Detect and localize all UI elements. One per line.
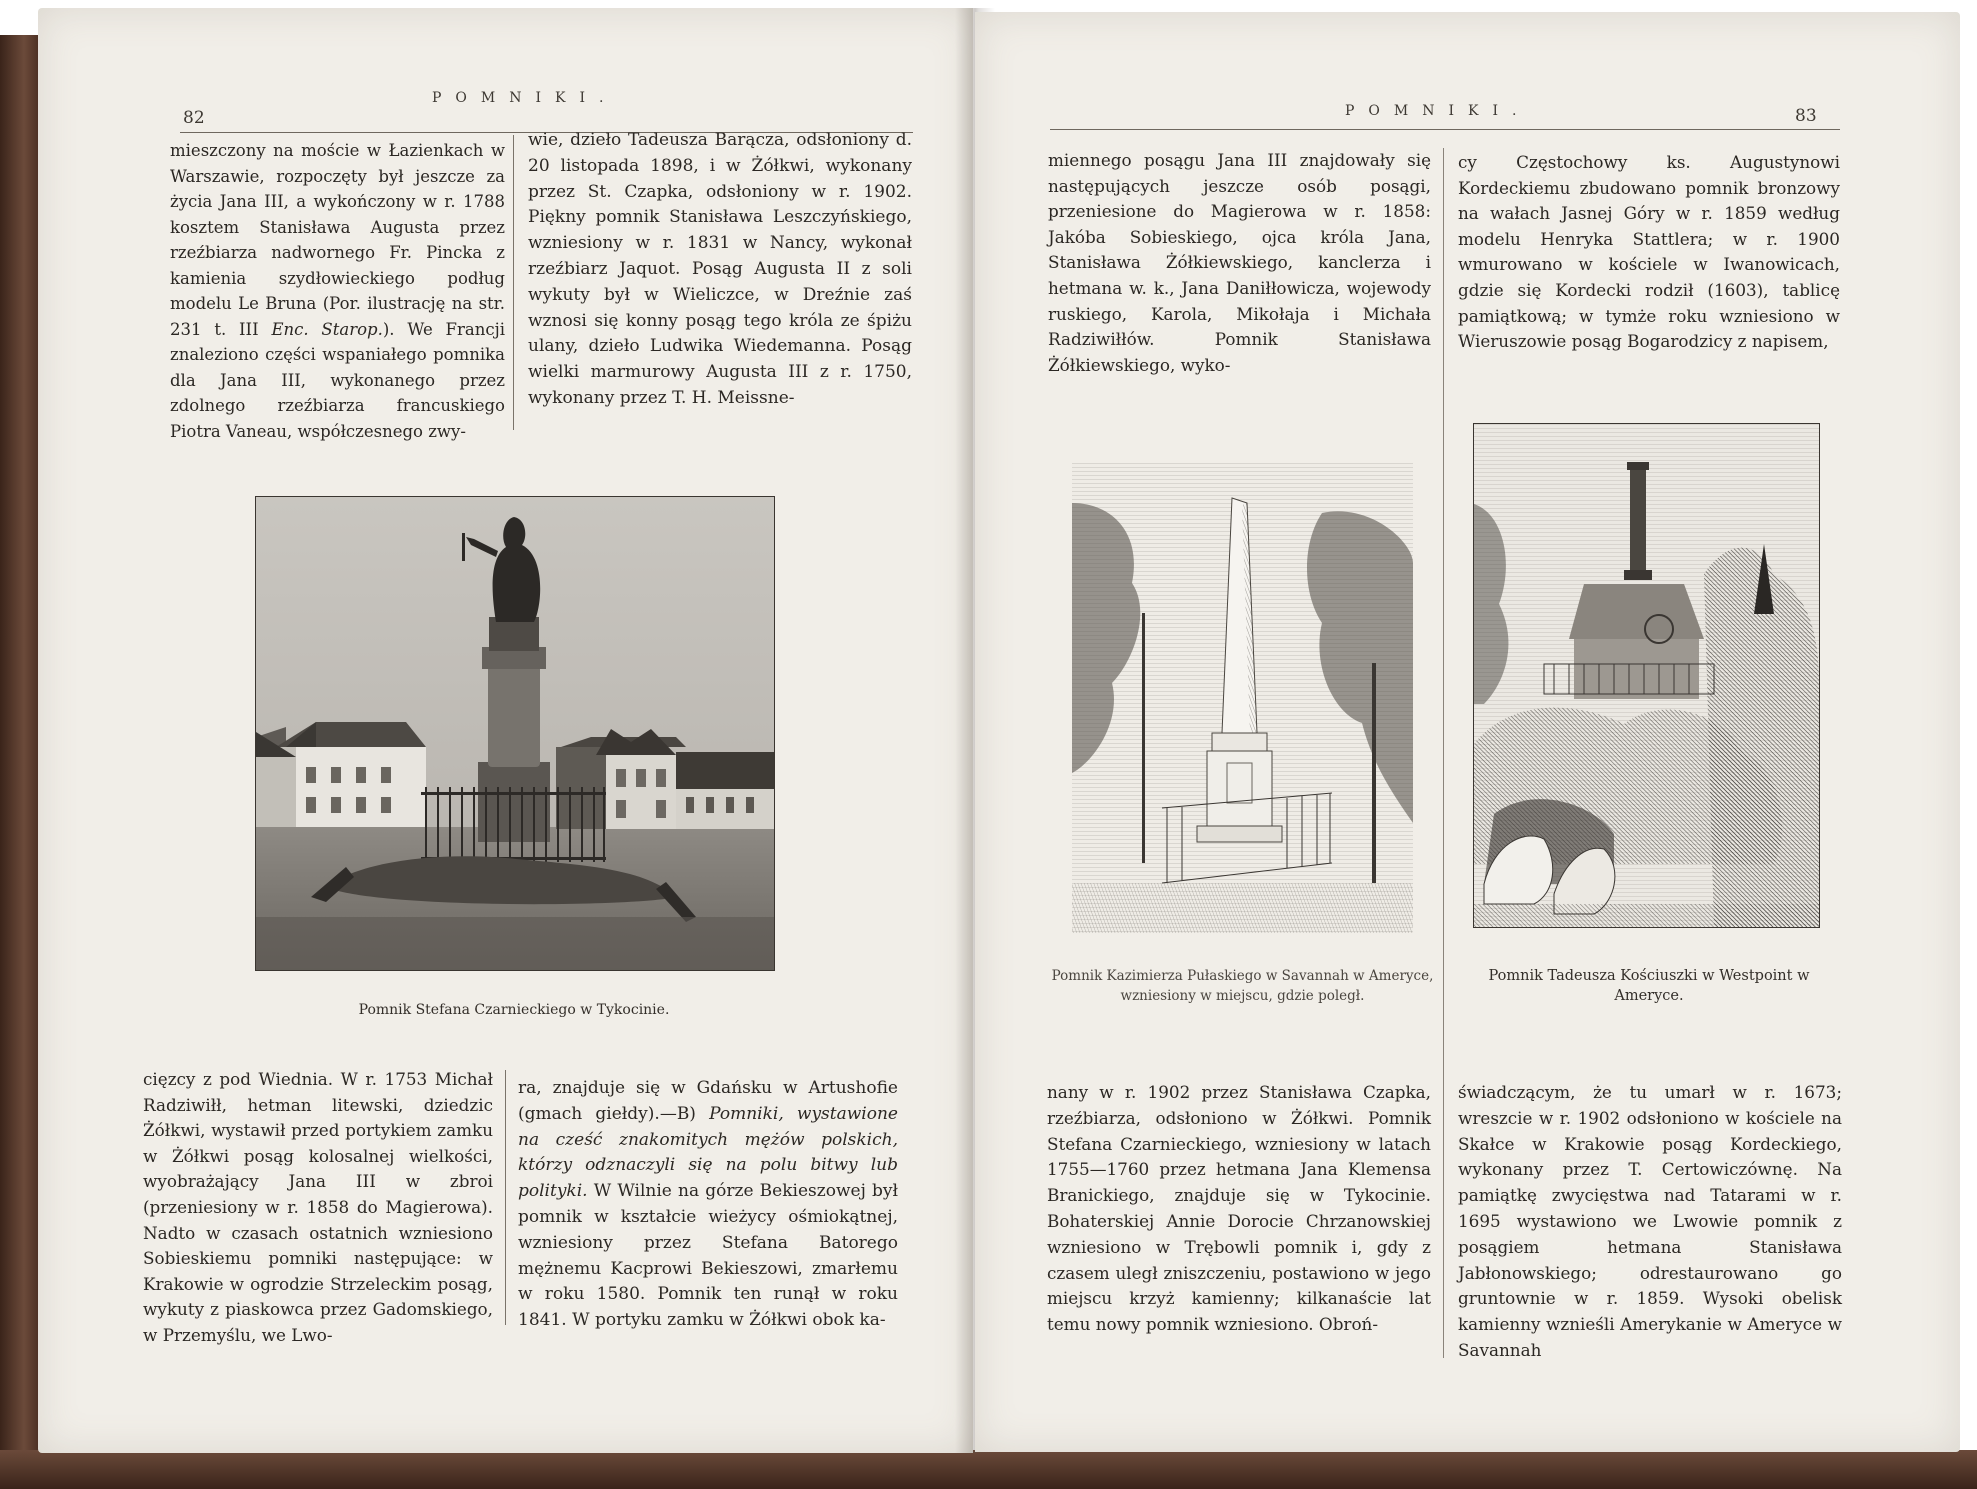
left-top-col1-text: mieszczony na moście w Łazienkach w Warszawie, rozpoczęty był jeszcze za życia Jana III, a wykończony w r. 1788 kosztem Stanisława Augusta przez rzeźbiarza nadwornego Fr. Pincka z kamienia szydłowieckiego podług modelu Le Bruna (Por. ilustrację na str. 231 t. III Enc. Starop.). We Francji znaleziono części wspaniałego pomnika dla Jana III, wykonanego przez zdolnego rzeźbiarza francuskiego Piotra Vaneau, współczesnego zwy-	[170, 141, 505, 441]
czarniecki-monument-image	[256, 497, 774, 970]
left-bottom-column-2	[518, 1076, 898, 1334]
left-top-column-1	[170, 138, 505, 444]
right-top-column-2	[1458, 150, 1840, 355]
left-bottom-column-divider	[505, 1070, 506, 1325]
right-bottom-col2-text: świadczącym, że tu umarł w r. 1673; wreszcie w r. 1902 odsłoniono w kościele na Skałce w Krakowie posąg Kordeckiego, wykonany przez T. Certowiczównę. Na pamiątkę zwycięstwa nad Tatarami w r. 1695 wystawiono we Lwowie pomnik z posągiem hetmana Stanisława Jabłonowskiego; odrestaurowano go gruntownie w r. 1859. Wysoki obelisk kamienny wznieśli Amerykanie w Ameryce w Savannah	[1458, 1082, 1842, 1360]
left-bottom-col1-text: cięzcy z pod Wiednia. W r. 1753 Michał Radziwiłł, hetman litewski, dziedzic Żółkwi, wystawił przed portykiem zamku w Żółkwi posąg kolosalnej wielkości, wyobrażający Jana III w zbroi (przeniesiony w r. 1858 do Magierowa). Nadto w czasach ostatnich wzniesiono Sobieskiemu pomniki następujące: w Krakowie w ogrodzie Strzeleckim posąg, wykuty z piaskowca przez Gadomskiego, w Przemyślu, we Lwo-	[143, 1069, 493, 1345]
left-page-number: 82	[183, 108, 205, 128]
left-figure-caption: Pomnik Stefana Czarnieckiego w Tykocinie.	[358, 1002, 670, 1018]
czarniecki-monument-photo	[255, 496, 775, 971]
kosciuszko-monument-image	[1474, 424, 1819, 927]
right-top-col1-text: miennego posągu Jana III znajdowały się następujących jeszcze osób posągi, przeniesione do Magierowa w r. 1858: Jakóba Sobieskiego, ojca króla Jana, Stanisława Żółkiewskiego, kanclerza i hetmana w. k., Jana Daniłłowicza, wojewody ruskiego, Karola, Mikołaja i Michała Radziwiłłów. Pomnik Stanisława Żółkiewskiego, wyko-	[1048, 150, 1431, 375]
left-bottom-col2-text-a: ra, znajduje się w Gdańsku w Artushofie (gmach giełdy).—B)	[518, 1078, 898, 1124]
left-bottom-col2-text-b: W Wilnie na górze Bekieszowej był pomnik w kształcie wieżycy ośmiokątnej, wzniesiony przez Stefana Batorego mężnemu Kacprowi Bekieszowi, zmarłemu w roku 1580. Pomnik ten runął w roku 1841. W portyku zamku w Żółkwi obok ka-	[518, 1181, 898, 1331]
book-cover-edge	[0, 35, 40, 1475]
right-bottom-column-2	[1458, 1080, 1842, 1364]
pulaski-monument-engraving	[1072, 463, 1413, 933]
pulaski-caption: Pomnik Kazimierza Pułaskiego w Savannah w Ameryce, wzniesiony w miejscu, gdzie poległ.	[1051, 968, 1434, 1004]
right-running-head: POMNIKI.	[1345, 103, 1531, 119]
book-cover-bottom	[0, 1450, 1977, 1489]
right-top-col2-text: cy Częstochowy ks. Augustynowi Kordeckiemu zbudowano pomnik bronzowy na wałach Jasnej Góry w r. 1859 według modelu Henryka Stattlera; w r. 1900 wmurowano w kościele w Iwanowicach, gdzie się Kordecki rodził (1603), tablicę pamiątkową; w tymże roku wzniesiono w Wieruszowie posąg Bogarodzicy z napisem,	[1458, 152, 1840, 352]
left-bottom-column-1	[143, 1067, 493, 1349]
left-running-head: POMNIKI.	[432, 90, 618, 106]
left-bottom-col2-paragraph	[518, 1076, 898, 1334]
left-top-column-divider	[513, 135, 514, 430]
kosciuszko-caption: Pomnik Tadeusza Kościuszki w Westpoint w Ameryce.	[1488, 968, 1810, 1004]
pulaski-monument-image	[1072, 463, 1413, 933]
right-top-column-1	[1048, 148, 1431, 378]
right-page-number: 83	[1795, 106, 1817, 126]
left-bottom-col2-italic-heading: Pomniki, wystawione na cześć znakomitych mężów polskich, którzy odznaczyli się na polu bitwy lub polityki.	[518, 1103, 898, 1202]
left-top-col2-text: wie, dzieło Tadeusza Barącza, odsłoniony d. 20 listopada 1898, i w Żółkwi, wykonany przez St. Czapka, odsłoniony w r. 1902. Piękny pomnik Stanisława Leszczyńskiego, wzniesiony w r. 1831 w Nancy, wykonał rzeźbiarz Jaquot. Posąg Augusta II z soli wykuty był w Wieliczce, w Dreźnie zaś wznosi się konny posąg tego króla ze śpiżu ulany, dzieło Ludwika Wiedemanna. Posąg wielki marmurowy Augusta III z r. 1750, wykonany przez T. H. Meissne-	[528, 130, 912, 408]
left-top-column-2	[528, 128, 912, 412]
kosciuszko-monument-engraving	[1473, 423, 1820, 928]
right-bottom-col1-text: nany w r. 1902 przez Stanisława Czapka, rzeźbiarza, odsłoniono w Żółkwi. Pomnik Stefana Czarnieckiego, wzniesiony w latach 1755—1760 przez hetmana Jana Klemensa Branickiego, znajduje się w Tykocinie. Bohaterskiej Annie Dorocie Chrzanowskiej wzniesiono w Trębowli pomnik i, gdy z czasem uległ zniszczeniu, postawiono w jego miejscu krzyż kamienny; kilkanaście lat temu nowy pomnik wzniesiono. Obroń-	[1047, 1082, 1431, 1335]
right-bottom-column-1	[1047, 1080, 1431, 1338]
enc-starop-reference: Enc. Starop.	[271, 319, 383, 339]
right-column-divider	[1443, 148, 1444, 1358]
right-head-rule	[1050, 129, 1840, 130]
